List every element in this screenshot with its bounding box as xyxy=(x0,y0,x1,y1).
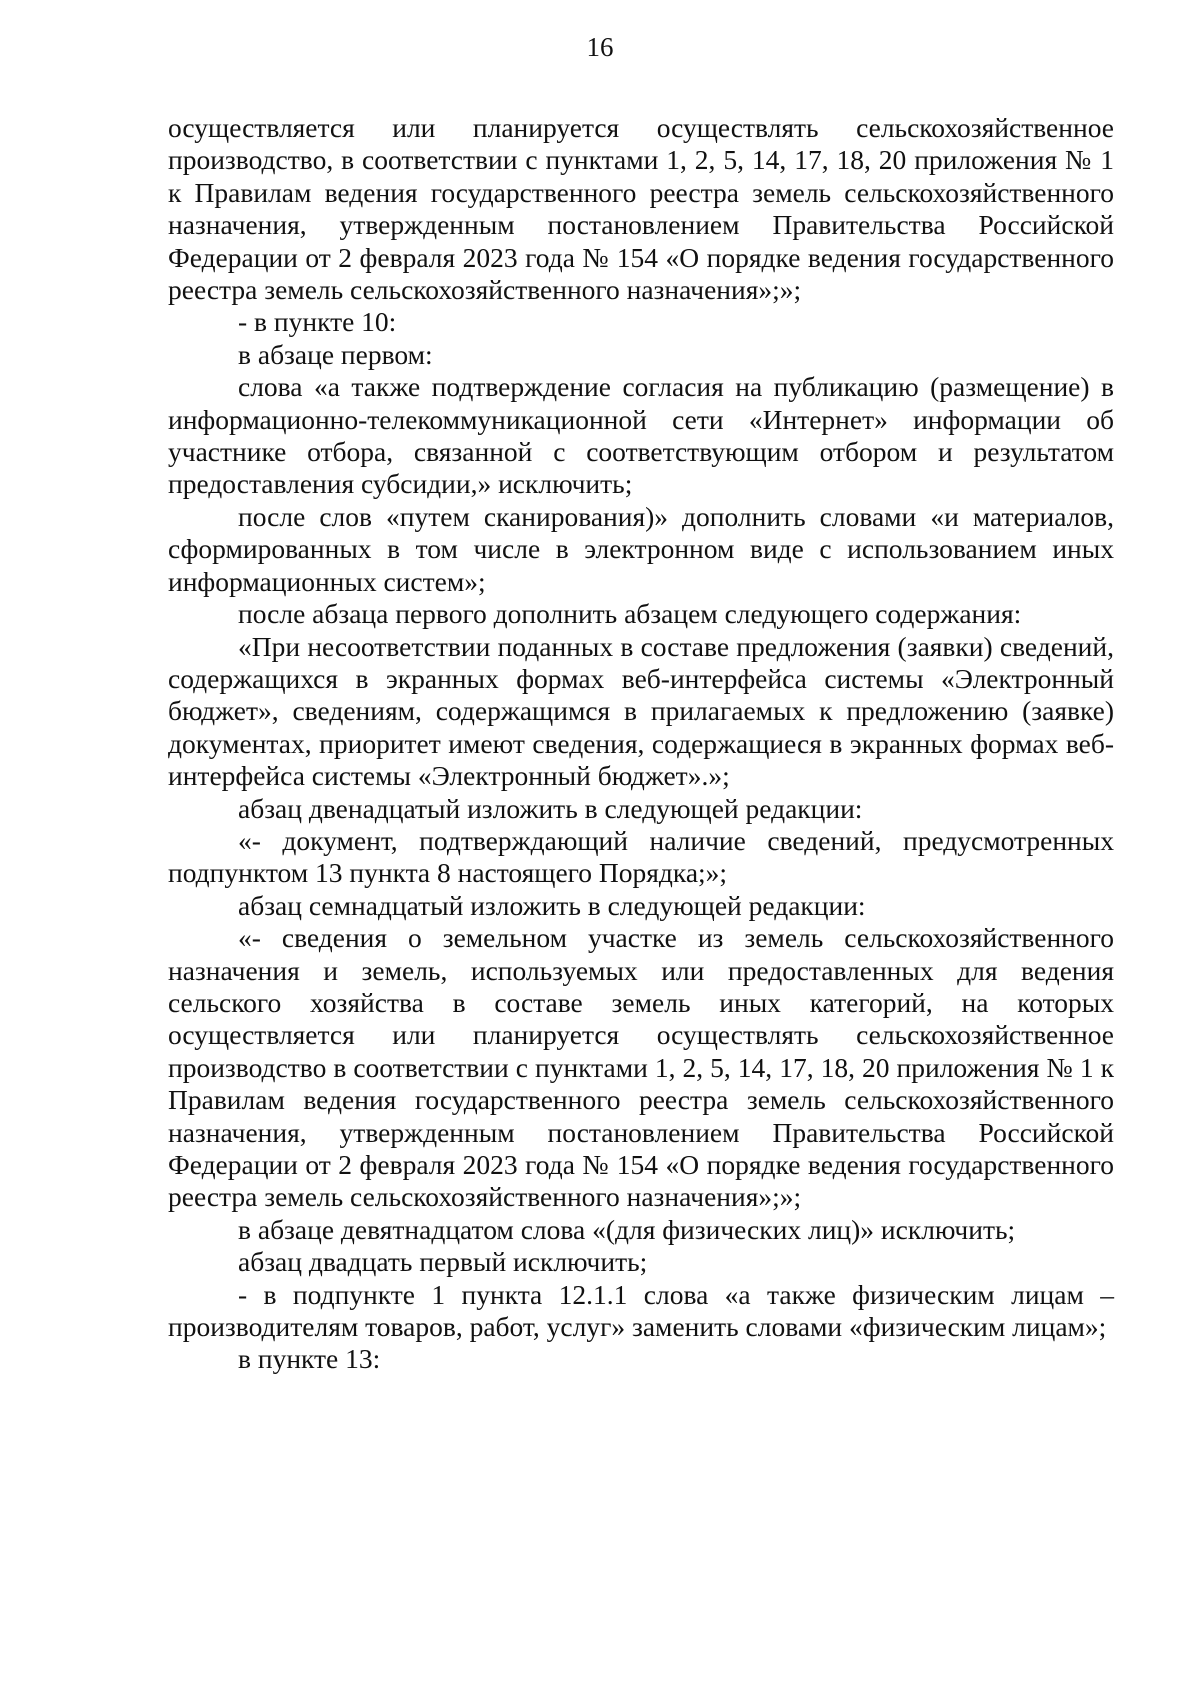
paragraph-document-confirming: «- документ, подтверждающий наличие сведений, предусмотренных подпунктом 13 пункта 8 настоящего Порядка;»; xyxy=(168,824,1114,889)
document-body xyxy=(168,112,1114,1376)
paragraph-seventeenth-abzac: абзац семнадцатый изложить в следующей редакции: xyxy=(238,889,866,921)
paragraph-land-plot-info: «- сведения о земельном участке из земель сельскохозяйственного назначения и земель, используемых или предоставленных для ведения сельского хозяйства в составе земель иных категорий, на которых осуществляется или планируется осуществлять сельскохозяйственное производство в соответствии с пунктами 1, 2, 5, 14, 17, 18, 20 приложения № 1 к Правилам ведения государственного реестра земель сельскохозяйственного назначения, утвержденным постановлением Правительства Российской Федерации от 2 февраля 2023 года № 154 «О порядке ведения государственного реестра земель сельскохозяйственного назначения»;»; xyxy=(168,922,1114,1213)
paragraph-inconsistency: «При несоответствии поданных в составе предложения (заявки) сведений, содержащихся в экранных формах веб-интерфейса системы «Электронный бюджет», сведениям, содержащимся в прилагаемых к предложению (заявке) документах, приоритет имеют сведения, содержащиеся в экранных формах веб-интерфейса системы «Электронный бюджет».»; xyxy=(168,630,1114,792)
paragraph-item-10: - в пункте 10: xyxy=(238,306,397,338)
paragraph-after-scanning: после слов «путем сканирования)» дополнить словами «и материалов, сформированных в том числе в электронном виде с использованием иных информационных систем»; xyxy=(168,500,1114,597)
paragraph-twenty-first-abzac: абзац двадцать первый исключить; xyxy=(238,1246,648,1278)
page-number: 16 xyxy=(586,32,614,62)
paragraph-item-13: в пункте 13: xyxy=(238,1343,381,1375)
paragraph-words-exclude: слова «а также подтверждение согласия на публикацию (размещение) в информационно-телекоммуникационной сети «Интернет» информации об участнике отбора, связанной с соответствующим отбором и результатом предоставления субсидии,» исключить; xyxy=(168,371,1114,500)
paragraph-continuation: осуществляется или планируется осуществлять сельскохозяйственное производство, в соответствии с пунктами 1, 2, 5, 14, 17, 18, 20 приложения № 1 к Правилам ведения государственного реестра земель сельскохозяйственного назначения, утвержденным постановлением Правительства Российской Федерации от 2 февраля 2023 года № 154 «О порядке ведения государственного реестра земель сельскохозяйственного назначения»;»; xyxy=(168,112,1114,306)
paragraph-first-abzac: в абзаце первом: xyxy=(238,338,433,370)
paragraph-twelfth-abzac: абзац двенадцатый изложить в следующей редакции: xyxy=(238,792,863,824)
paragraph-add-abzac: после абзаца первого дополнить абзацем следующего содержания: xyxy=(238,598,1022,630)
paragraph-subitem-12-1-1: - в подпункте 1 пункта 12.1.1 слова «а также физическим лицам – производителям товаров, работ, услуг» заменить словами «физическим лицам»; xyxy=(168,1278,1114,1343)
paragraph-nineteenth-abzac: в абзаце девятнадцатом слова «(для физических лиц)» исключить; xyxy=(238,1213,1016,1245)
